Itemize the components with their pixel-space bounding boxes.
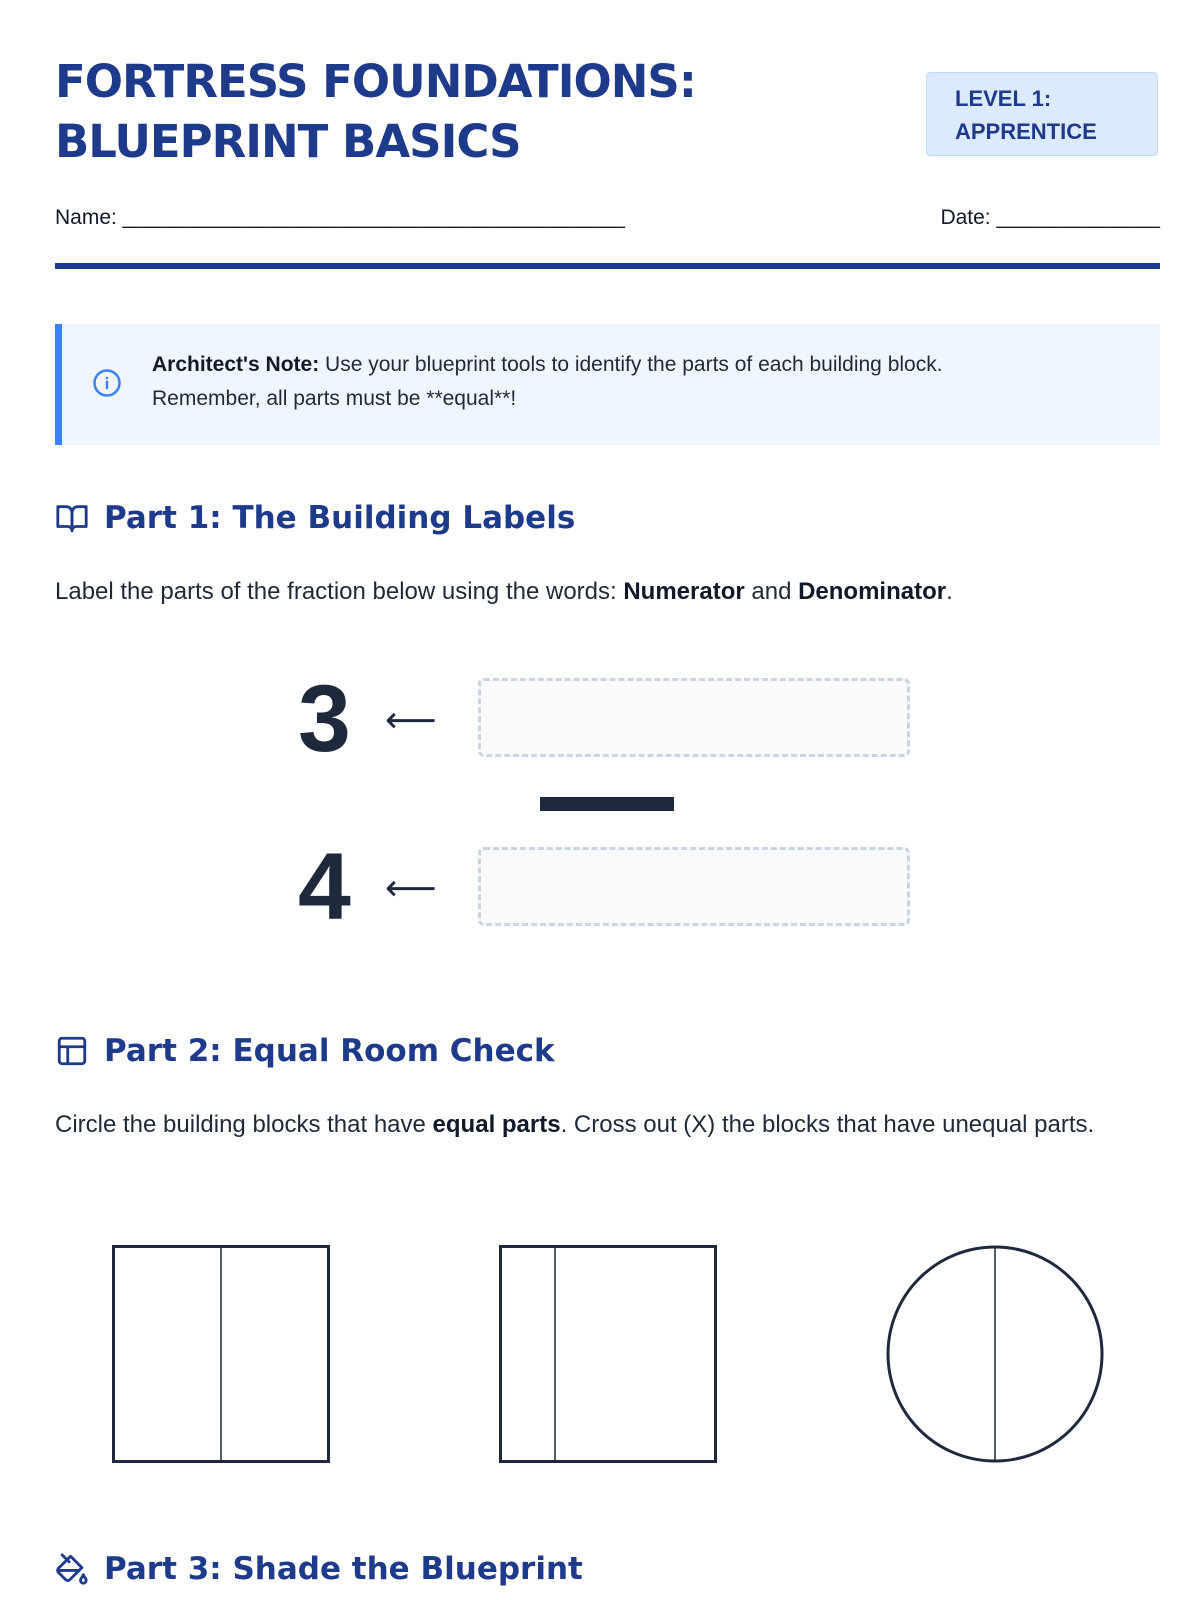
part3-heading — [55, 1551, 583, 1587]
denominator-label-box[interactable] — [478, 847, 910, 926]
name-field[interactable]: Name: ___________________________________________ — [55, 206, 625, 229]
part1-instruction-joiner: and — [744, 578, 799, 605]
shape-square-unequal[interactable] — [499, 1245, 717, 1463]
part1-instruction — [55, 572, 1160, 612]
worksheet-page — [55, 0, 1160, 1600]
note-text — [152, 348, 1112, 416]
part2-instruction-suffix: . Cross out (X) the blocks that have unequal parts. — [560, 1111, 1095, 1138]
part1-instruction-prefix: Label the parts of the fraction below using the words: — [55, 578, 624, 605]
level-badge-line-1: LEVEL 1: — [955, 86, 1052, 111]
denominator-digit: 4 — [298, 834, 351, 940]
numerator-arrow-icon: ⟵ — [385, 699, 437, 740]
architect-note — [55, 324, 1160, 445]
level-badge — [926, 72, 1158, 156]
word-denominator: Denominator — [798, 578, 947, 605]
note-text-line-1: Use your blueprint tools to identify the parts of each building block. — [319, 353, 943, 376]
layout-icon — [55, 1034, 89, 1068]
note-label: Architect's Note: — [152, 353, 320, 376]
part3-title: Part 3: Shade the Blueprint — [104, 1551, 583, 1587]
shape-square-halves[interactable] — [112, 1245, 330, 1463]
denominator-arrow-icon: ⟵ — [385, 867, 437, 908]
header-divider — [55, 263, 1160, 269]
part2-instruction-bold: equal parts — [432, 1111, 561, 1138]
numerator-digit: 3 — [298, 666, 351, 772]
fraction-bar — [540, 797, 674, 811]
part2-instruction-prefix: Circle the building blocks that have — [55, 1111, 433, 1138]
part2-heading — [55, 1033, 555, 1069]
note-text-line-2: Remember, all parts must be **equal**! — [152, 387, 517, 410]
level-badge-line-2: APPRENTICE — [955, 119, 1097, 144]
title-line-2: BLUEPRINT BASICS — [55, 115, 521, 168]
numerator-label-box[interactable] — [478, 678, 910, 757]
paint-bucket-icon — [55, 1552, 89, 1586]
part2-title: Part 2: Equal Room Check — [104, 1033, 555, 1069]
part1-title: Part 1: The Building Labels — [104, 500, 576, 536]
page-title — [55, 52, 696, 172]
word-numerator: Numerator — [623, 578, 745, 605]
book-icon — [55, 501, 89, 535]
shape-circle-halves[interactable] — [886, 1245, 1104, 1463]
part2-instruction — [55, 1105, 1160, 1145]
title-line-1: FORTRESS FOUNDATIONS: — [55, 55, 696, 108]
part1-instruction-suffix: . — [946, 578, 953, 605]
part1-heading — [55, 500, 575, 536]
info-icon — [92, 368, 122, 398]
date-field[interactable]: Date: ______________ — [940, 206, 1160, 229]
